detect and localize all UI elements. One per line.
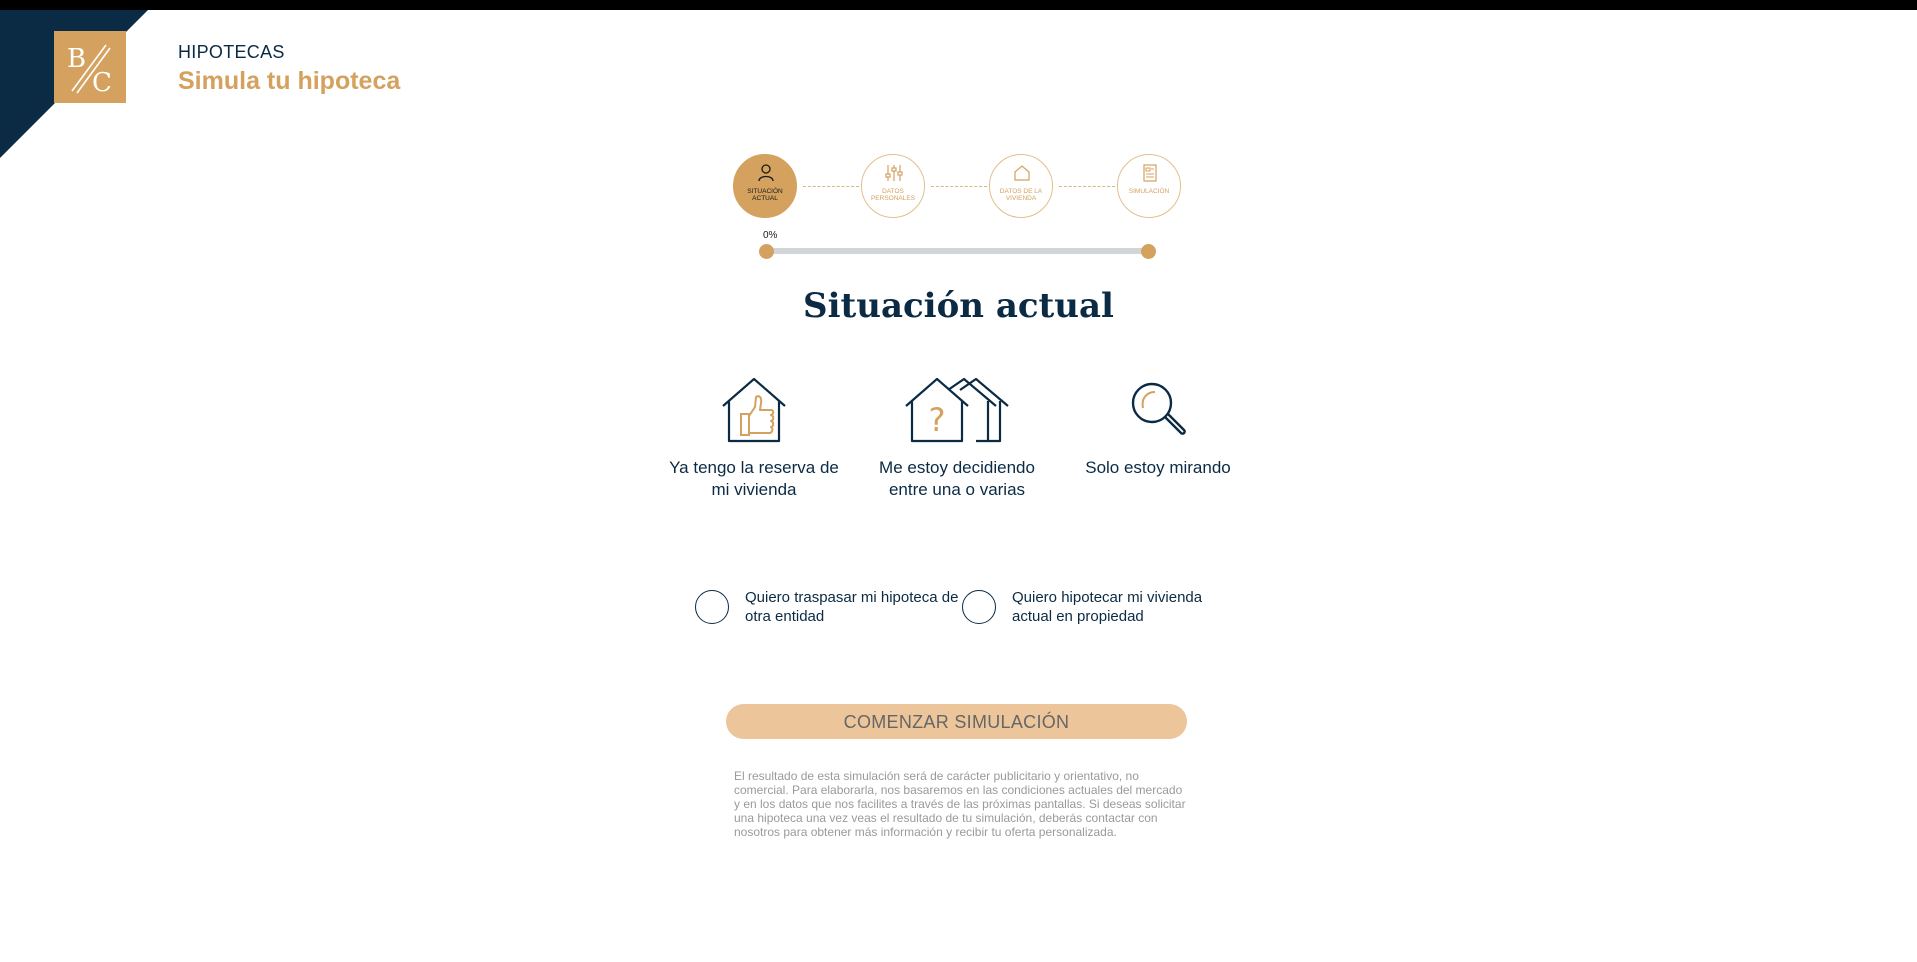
step-datos-personales[interactable] [861,154,925,218]
start-simulation-button[interactable]: COMENZAR SIMULACIÓN [726,704,1187,739]
disclaimer-text: El resultado de esta simulación será de carácter publicitario y orientativo, no comercial. Para elaborarla, nos basaremos en las condiciones actuales del mercado y en los datos que nos facilites a través de las próximas pantallas. Si deseas solicitar una hipoteca una vez veas el resultado de tu simulación, deberás contactar con nosotros para obtener más información y recibir tu oferta personalizada. [734,769,1186,839]
sliders-icon [884,163,904,183]
progress-percentage: 0% [763,230,778,241]
radio-label: Quiero hipotecar mi vivienda actual en propiedad [1012,589,1203,625]
step-label: DATOS DE LA VIVIENDA [999,188,1043,202]
svg-text:B: B [67,44,87,74]
step-connector [931,186,987,187]
option-decidiendo[interactable] [872,375,1042,501]
site-title: Simula tu hipoteca [178,67,401,95]
radio-button[interactable] [962,590,996,624]
magnifier-icon [1123,375,1193,445]
step-label: SITUACIÓN ACTUAL [747,188,783,202]
step-connector [1059,186,1115,187]
progress-end-handle[interactable] [1141,244,1156,259]
step-datos-vivienda[interactable] [989,154,1053,218]
progress-stepper [733,154,1183,220]
step-situacion-actual[interactable] [733,154,797,218]
svg-text:?: ? [928,401,946,439]
radio-button[interactable] [695,590,729,624]
house-icon [1012,163,1032,183]
person-icon [756,163,776,183]
progress-start-handle[interactable] [759,244,774,259]
option-mirando[interactable] [1073,375,1243,479]
svg-text:C: C [92,68,112,98]
page-title: Situación actual [803,286,1114,326]
option-label: Me estoy decidiendo entre una o varias [879,458,1035,499]
step-label: DATOS PERSONALES [870,188,916,202]
radio-traspasar[interactable] [695,588,965,626]
option-label: Ya tengo la reserva de mi vivienda [669,458,839,499]
radio-label: Quiero traspasar mi hipoteca de otra entidad [745,589,959,625]
document-icon [1140,163,1160,183]
radio-hipotecar[interactable] [962,588,1232,626]
house-thumbs-up-icon [719,375,789,445]
step-label: SIMULACIÓN [1128,188,1170,195]
progress-track [766,248,1148,254]
houses-question-icon [902,375,1012,445]
section-label: HIPOTECAS [178,42,285,62]
option-label: Solo estoy mirando [1085,458,1231,477]
step-connector [803,186,859,187]
option-reserva[interactable] [669,375,839,501]
brand-logo[interactable] [54,31,126,103]
step-simulacion[interactable] [1117,154,1181,218]
top-bar [0,0,1917,10]
logo-monogram-icon [54,31,126,103]
